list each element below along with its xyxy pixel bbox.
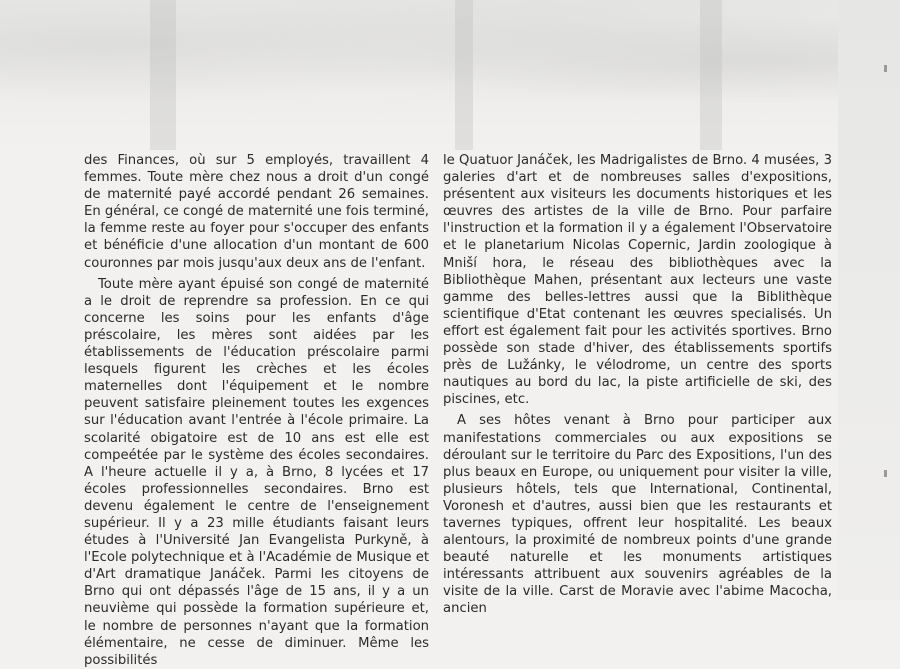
paragraph: le Quatuor Janáček, les Madrigalistes de Brno. 4 musées, 3 galeries d'art et de nombreuses salles d'expositions, présentent aux visiteurs les documents historiques et les œuvres des artistes de la ville de Brno. Pour parfaire l'instruction et la formation il y a également l'Observatoire et le planetarium Nicolas Copernic, Jardin zoologique à Mniší hora, le réseau des bibliothèques avec la Bibliothèque Mahen, présentant aux lecteurs une vaste gamme des belles-lettres aussi que la Biblithèque scientifique d'Etat contenant les œuvres specialisés. Un effort est également fait pour les activités sportives. Brno possède son stade d'hiver, des établissements sportifs près de Lužánky, le vélodrome, un centre des sports nautiques au bord du lac, la piste artificielle de ski, des piscines, etc. bbox=[443, 153, 832, 408]
header-photograph bbox=[0, 0, 900, 150]
text-column-left bbox=[84, 152, 429, 669]
paragraph: des Finances, où sur 5 employés, travaillent 4 femmes. Toute mère chez nous a droit d'un congé de maternité payé accordé pendant 26 semaines. En général, ce congé de maternité une fois terminé, la femme reste au foyer pour s'occuper des enfants et bénéficie d'une allocation d'un montant de 600 couronnes par mois jusqu'aux deux ans de l'enfant. bbox=[84, 153, 429, 271]
right-margin-photograph bbox=[838, 0, 900, 600]
page-edge-mark bbox=[884, 470, 887, 477]
tree-trunk-shadow bbox=[700, 0, 722, 150]
paragraph: A ses hôtes venant à Brno pour participer aux manifestations commerciales ou aux expositions se déroulant sur le territoire du Parc des Expositions, l'un des plus beaux en Europe, ou uniquement pour visiter la ville, plusieurs hôtels, tels que International, Continental, Voronesh et d'autres, aussi bien que les restaurants et tavernes typiques, offrent leur hospitalité. Les beaux alentours, la proximité de nombreux points d'une grande beauté naturelle et les monuments artistiques intéressants attribuent aux souvenirs agréables de la visite de la ville. Carst de Moravie avec l'abime Macocha, ancien bbox=[443, 413, 832, 617]
page-edge-mark bbox=[884, 65, 887, 72]
tree-trunk-shadow bbox=[455, 0, 473, 150]
tree-trunk-shadow bbox=[150, 0, 176, 150]
text-column-right bbox=[443, 152, 832, 618]
paragraph: Toute mère ayant épuisé son congé de maternité a le droit de reprendre sa profession. En ce qui concerne les soins pour les enfants d'âge préscolaire, les mères sont aidées par les établissements de l'éducation préscolaire parmi lesquels figurent les crèches et les écoles maternelles dont l'équipement et le nombre peuvent satisfaire pleinement toutes les exgences sur l'éducation avant l'entrée à l'école primaire. La scolarité obigatoire est de 10 ans est elle est compeétée par le système des écoles secondaires. A l'heure actuelle il y a, à Brno, 8 lycées et 17 écoles professionnelles secondaires. Brno est devenu également le centre de l'enseignement supérieur. Il y a 23 mille étudiants faisant leurs études à l'Université Jan Evangelista Purkyně, à l'Ecole polytechnique et à l'Académie de Musique et d'Art dramatique Janáček. Parmi les citoyens de Brno qui ont dépassés l'âge de 15 ans, il y a un neuvième qui possède la formation supérieure et, le nombre de personnes n'ayant que la formation élémentaire, ne cesse de diminuer. Même les possibilités bbox=[84, 276, 429, 668]
